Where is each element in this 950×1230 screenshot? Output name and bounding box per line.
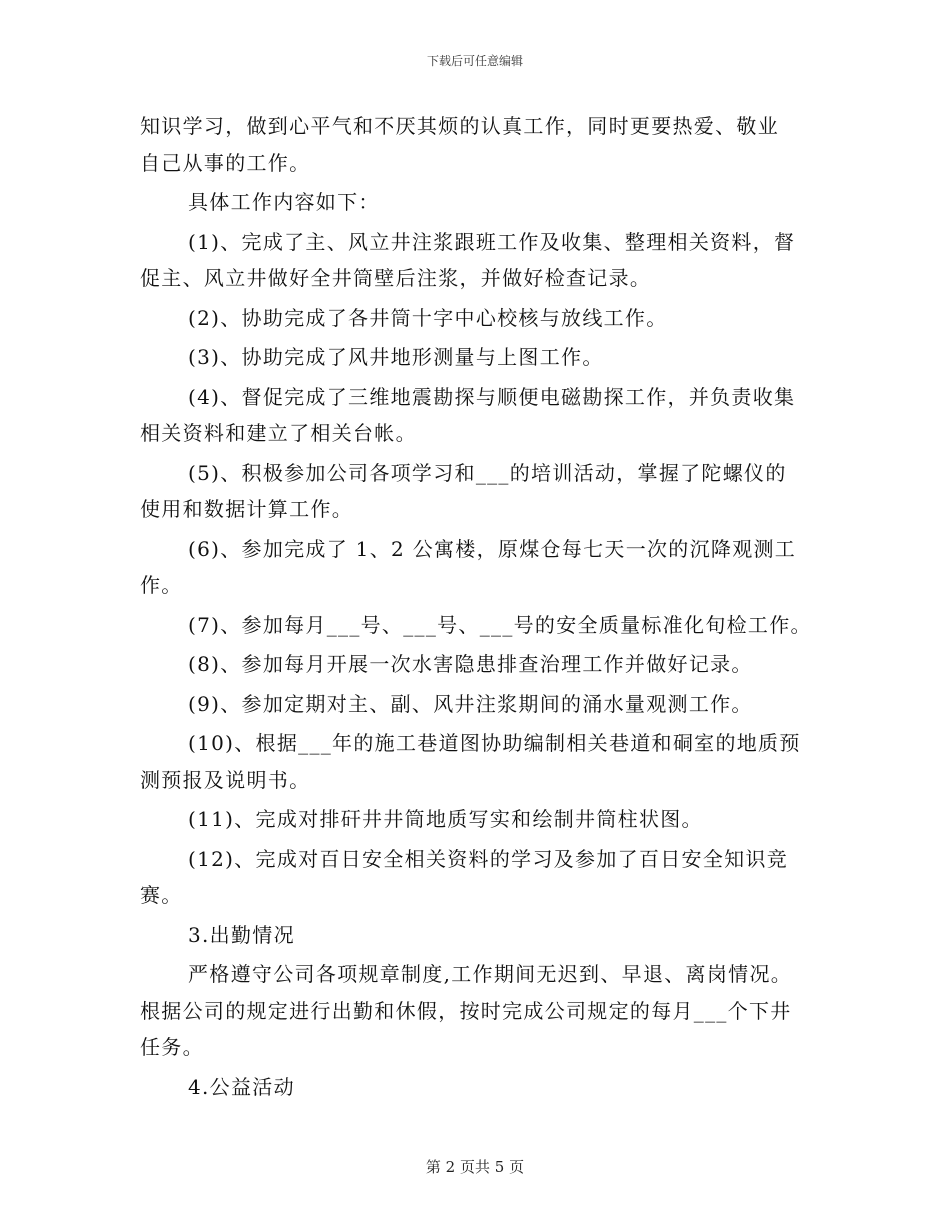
text-line: (8)、参加每月开展一次水害隐患排查治理工作并做好记录。 [188,652,753,676]
page-header: 下载后可任意编辑 [426,54,523,68]
text-line: 作。 [140,573,183,597]
text-line: (11)、完成对排矸井井筒地质写实和绘制井筒柱状图。 [188,807,703,831]
text-line: 严格遵守公司各项规章制度,工作期间无迟到、早退、离岗情况。 [188,962,793,986]
text-line: 知识学习，做到心平气和不厌其烦的认真工作，同时更要热爱、敬业 [140,114,779,138]
text-line: 自己从事的工作。 [140,150,311,175]
text-line: 根据公司的规定进行出勤和休假，按时完成公司规定的每月___个下井 [140,998,792,1023]
text-line: 任务。 [140,1035,204,1059]
text-line: 相关资料和建立了相关台帐。 [140,421,417,445]
text-line: (7)、参加每月___号、___号、___号的安全质量标准化旬检工作。 [188,612,812,637]
text-line: 具体工作内容如下： [188,190,380,214]
text-line: 3.出勤情况 [188,922,295,947]
text-line: (10)、根据___年的施工巷道图协助编制相关巷道和硐室的地质预 [188,731,801,755]
text-line: 赛。 [140,883,183,907]
text-line: 促主、风立井做好全井筒壁后注浆，并做好检查记录。 [140,266,652,290]
text-line: 使用和数据计算工作。 [140,497,353,521]
text-line: (4)、督促完成了三维地震勘探与顺便电磁勘探工作，并负责收集 [188,384,796,409]
text-line: (12)、完成对百日安全相关资料的学习及参加了百日安全知识竞 [188,846,789,871]
text-line: (6)、参加完成了 1、2 公寓楼，原煤仓每七天一次的沉降观测工 [188,536,797,561]
text-line: (5)、积极参加公司各项学习和___的培训活动，掌握了陀螺仪的 [188,460,787,485]
text-line: (3)、协助完成了风井地形测量与上图工作。 [188,345,604,369]
text-line: (1)、完成了主、风立井注浆跟班工作及收集、整理相关资料，督 [188,229,796,254]
text-line: 测预报及说明书。 [140,767,311,792]
text-line: 4.公益活动 [188,1074,295,1099]
text-line: (9)、参加定期对主、副、风井注浆期间的涌水量观测工作。 [188,691,753,716]
text-line: (2)、协助完成了各井筒十字中心校核与放线工作。 [188,305,668,330]
page-footer: 第 2 页共 5 页 [425,1158,525,1176]
document-body [140,108,820,1105]
